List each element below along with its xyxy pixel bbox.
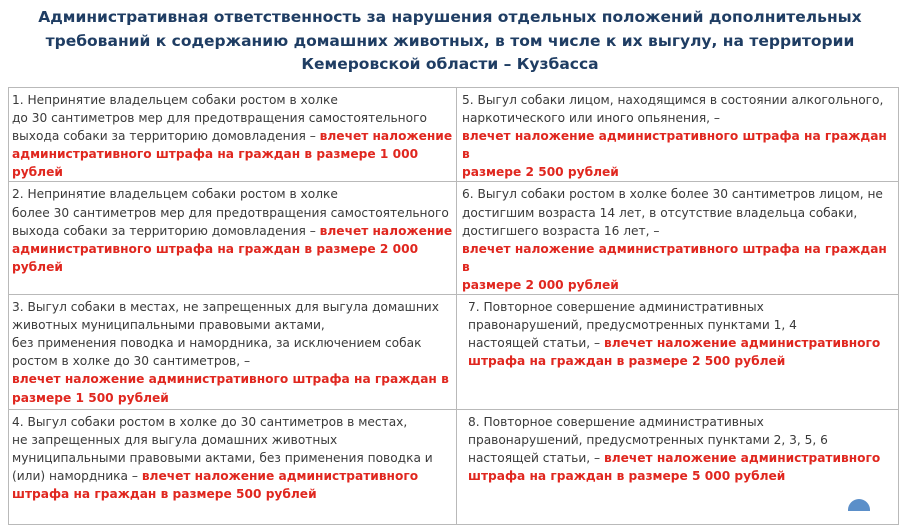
penalty-item-8 bbox=[457, 410, 899, 525]
item-5-text: 5. Выгул собаки лицом, находящимся в состоянии алкогольного, наркотического или иного опьянения, – bbox=[462, 93, 884, 126]
item-4-penalty: влечет наложение административного штрафа на граждан в размере 500 рублей bbox=[12, 469, 419, 502]
table-row bbox=[9, 88, 899, 182]
item-2-penalty: влечет наложение административного штрафа на граждан в размере 2 000 рублей bbox=[12, 223, 453, 274]
item-8-penalty: влечет наложение административного штрафа на граждан в размере 5 000 рублей bbox=[468, 451, 881, 484]
item-6-penalty: влечет наложение административного штрафа на граждан в размере 2 000 рублей bbox=[462, 241, 887, 292]
item-8-text: 8. Повторное совершение административных правонарушений, предусмотренных пунктами 2, 3, 5, 6 настоящей статьи, – bbox=[468, 415, 828, 466]
penalty-item-7 bbox=[457, 295, 899, 410]
item-5-penalty: влечет наложение административного штрафа на граждан в размере 2 500 рублей bbox=[462, 129, 887, 180]
item-4-text: 4. Выгул собаки ростом в холке до 30 сантиметров в местах, не запрещенных для выгула домашних животных муниципальными правовыми актами, без применения поводка и (или) намордника – bbox=[12, 415, 433, 484]
penalty-item-2 bbox=[9, 182, 457, 295]
penalty-item-1 bbox=[9, 88, 457, 182]
title-line-2: требований к содержанию домашних животных, в том числе к их выгулу, на территории bbox=[45, 31, 855, 50]
item-7-text: 7. Повторное совершение административных правонарушений, предусмотренных пунктами 1, 4 настоящей статьи, – bbox=[468, 300, 797, 351]
item-6-text: 6. Выгул собаки ростом в холке более 30 сантиметров лицом, не достигшим возраста 14 лет, в отсутствие владельца собаки, достигшего возраста 16 лет, – bbox=[462, 187, 883, 238]
penalty-item-6 bbox=[457, 182, 899, 295]
item-3-penalty: влечет наложение административного штрафа на граждан в размере 1 500 рублей bbox=[12, 372, 449, 405]
title-line-3: Кемеровской области – Кузбасса bbox=[301, 55, 599, 73]
penalties-table bbox=[8, 87, 899, 525]
item-2-text: 2. Непринятие владельцем собаки ростом в холке более 30 сантиметров мер для предотвращения самостоятельного выхода собаки за территорию домовладения – bbox=[12, 187, 449, 238]
item-1-text: 1. Непринятие владельцем собаки ростом в холке до 30 сантиметров мер для предотвращения самостоятельного выхода собаки за территорию домовладения – bbox=[12, 93, 427, 144]
item-3-text: 3. Выгул собаки в местах, не запрещенных для выгула домашних животных муниципальными правовыми актами, без применения поводка и намордника, за исключением собак ростом в холке до 30 сантиметров, – bbox=[12, 300, 439, 369]
penalty-item-5 bbox=[457, 88, 899, 182]
table-row bbox=[9, 182, 899, 295]
item-1-penalty: влечет наложение административного штрафа на граждан в размере 1 000 рублей bbox=[12, 129, 453, 180]
penalty-item-3 bbox=[9, 295, 457, 410]
penalty-item-4 bbox=[9, 410, 457, 525]
page-title bbox=[0, 6, 900, 77]
table-row bbox=[9, 295, 899, 410]
title-line-1: Административная ответственность за нарушения отдельных положений дополнительных bbox=[38, 8, 862, 26]
item-7-penalty: влечет наложение административного штрафа на граждан в размере 2 500 рублей bbox=[468, 336, 881, 369]
table-row bbox=[9, 410, 899, 525]
